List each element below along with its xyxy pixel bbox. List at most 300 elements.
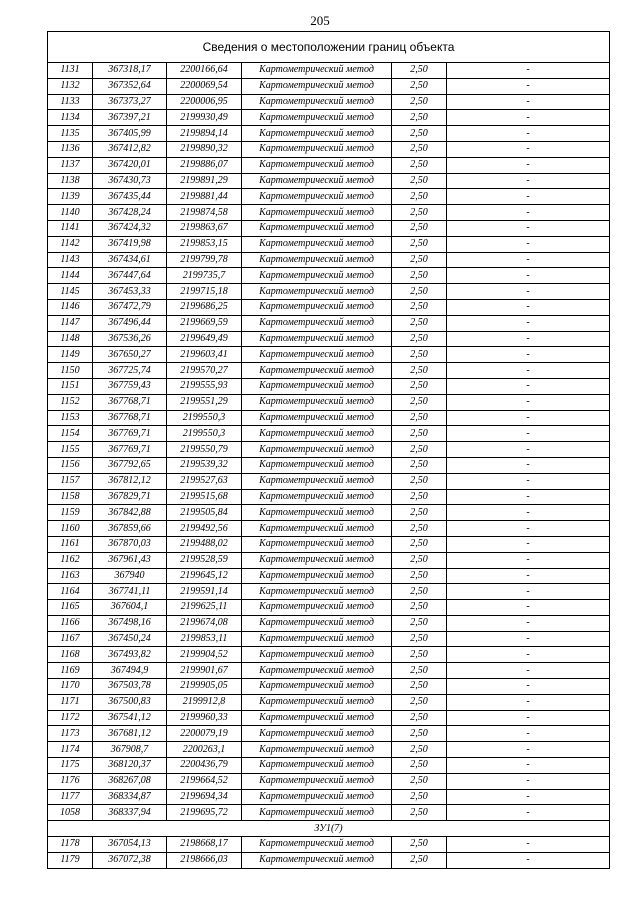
x-coordinate-cell: 367450,24 [93,631,167,647]
x-coordinate-cell: 368267,08 [93,773,167,789]
description-cell: - [447,94,610,110]
table-row [48,126,610,142]
table-row [48,63,610,79]
description-cell: - [447,742,610,758]
method-cell: Картометрический метод [242,505,392,521]
y-coordinate-cell: 2199551,29 [167,394,242,410]
method-cell: Картометрический метод [242,236,392,252]
method-cell: Картометрический метод [242,521,392,537]
table-row [48,394,610,410]
method-cell: Картометрический метод [242,141,392,157]
y-coordinate-cell: 2199550,3 [167,410,242,426]
method-cell: Картометрический метод [242,94,392,110]
x-coordinate-cell: 367434,61 [93,252,167,268]
y-coordinate-cell: 2199625,11 [167,600,242,616]
method-cell: Картометрический метод [242,173,392,189]
point-number-cell: 1138 [48,173,93,189]
accuracy-cell: 2,50 [392,205,447,221]
x-coordinate-cell: 367768,71 [93,410,167,426]
table-row [48,173,610,189]
y-coordinate-cell: 2199664,52 [167,773,242,789]
accuracy-cell: 2,50 [392,584,447,600]
accuracy-cell: 2,50 [392,378,447,394]
y-coordinate-cell: 2199874,58 [167,205,242,221]
description-cell: - [447,236,610,252]
description-cell: - [447,758,610,774]
y-coordinate-cell: 2199550,3 [167,426,242,442]
method-cell: Картометрический метод [242,126,392,142]
point-number-cell: 1157 [48,473,93,489]
description-cell: - [447,205,610,221]
table-row [48,694,610,710]
point-number-cell: 1169 [48,663,93,679]
method-cell: Картометрический метод [242,742,392,758]
point-number-cell: 1167 [48,631,93,647]
point-number-cell: 1168 [48,647,93,663]
x-coordinate-cell: 367792,65 [93,457,167,473]
y-coordinate-cell: 2199881,44 [167,189,242,205]
accuracy-cell: 2,50 [392,442,447,458]
point-number-cell: 1162 [48,552,93,568]
description-cell: - [447,157,610,173]
accuracy-cell: 2,50 [392,331,447,347]
accuracy-cell: 2,50 [392,521,447,537]
description-cell: - [447,284,610,300]
table-row [48,679,610,695]
x-coordinate-cell: 367503,78 [93,679,167,695]
description-cell: - [447,457,610,473]
point-number-cell: 1145 [48,284,93,300]
accuracy-cell: 2,50 [392,505,447,521]
point-number-cell: 1149 [48,347,93,363]
x-coordinate-cell: 367829,71 [93,489,167,505]
point-number-cell: 1135 [48,126,93,142]
method-cell: Картометрический метод [242,679,392,695]
x-coordinate-cell: 367650,27 [93,347,167,363]
y-coordinate-cell: 2199904,52 [167,647,242,663]
accuracy-cell: 2,50 [392,347,447,363]
table-row [48,552,610,568]
method-cell: Картометрический метод [242,852,392,868]
point-number-cell: 1165 [48,600,93,616]
point-number-cell: 1156 [48,457,93,473]
x-coordinate-cell: 367494,9 [93,663,167,679]
y-coordinate-cell: 2199527,63 [167,473,242,489]
method-cell: Картометрический метод [242,426,392,442]
point-number-cell: 1158 [48,489,93,505]
method-cell: Картометрический метод [242,710,392,726]
point-number-cell: 1140 [48,205,93,221]
accuracy-cell: 2,50 [392,252,447,268]
method-cell: Картометрический метод [242,536,392,552]
table-row [48,457,610,473]
table-header-row [48,32,610,63]
point-number-cell: 1166 [48,615,93,631]
y-coordinate-cell: 2199694,34 [167,789,242,805]
description-cell: - [447,789,610,805]
table-row [48,489,610,505]
method-cell: Картометрический метод [242,457,392,473]
y-coordinate-cell: 2199853,11 [167,631,242,647]
table-row [48,505,610,521]
x-coordinate-cell: 367373,27 [93,94,167,110]
y-coordinate-cell: 2199669,59 [167,315,242,331]
point-number-cell: 1137 [48,157,93,173]
accuracy-cell: 2,50 [392,363,447,379]
table-row [48,299,610,315]
point-number-cell: 1178 [48,837,93,853]
accuracy-cell: 2,50 [392,394,447,410]
description-cell: - [447,552,610,568]
method-cell: Картометрический метод [242,552,392,568]
method-cell: Картометрический метод [242,363,392,379]
table-row [48,521,610,537]
method-cell: Картометрический метод [242,568,392,584]
point-number-cell: 1134 [48,110,93,126]
method-cell: Картометрический метод [242,220,392,236]
y-coordinate-cell: 2199901,67 [167,663,242,679]
x-coordinate-cell: 367812,12 [93,473,167,489]
x-coordinate-cell: 367541,12 [93,710,167,726]
description-cell: - [447,363,610,379]
table-row [48,442,610,458]
x-coordinate-cell: 367859,66 [93,521,167,537]
accuracy-cell: 2,50 [392,663,447,679]
table-row [48,631,610,647]
accuracy-cell: 2,50 [392,141,447,157]
method-cell: Картометрический метод [242,837,392,853]
x-coordinate-cell: 367318,17 [93,63,167,79]
x-coordinate-cell: 367940 [93,568,167,584]
table-row [48,600,610,616]
point-number-cell: 1144 [48,268,93,284]
table-row [48,710,610,726]
x-coordinate-cell: 367768,71 [93,394,167,410]
description-cell: - [447,252,610,268]
y-coordinate-cell: 2199912,8 [167,694,242,710]
description-cell: - [447,473,610,489]
y-coordinate-cell: 2199695,72 [167,805,242,821]
table-row [48,189,610,205]
description-cell: - [447,426,610,442]
point-number-cell: 1164 [48,584,93,600]
accuracy-cell: 2,50 [392,552,447,568]
y-coordinate-cell: 2199515,68 [167,489,242,505]
table-row [48,426,610,442]
method-cell: Картометрический метод [242,726,392,742]
method-cell: Картометрический метод [242,805,392,821]
y-coordinate-cell: 2199591,14 [167,584,242,600]
description-cell: - [447,299,610,315]
x-coordinate-cell: 367500,83 [93,694,167,710]
accuracy-cell: 2,50 [392,457,447,473]
accuracy-cell: 2,50 [392,615,447,631]
description-cell: - [447,220,610,236]
description-cell: - [447,141,610,157]
description-cell: - [447,78,610,94]
method-cell: Картометрический метод [242,63,392,79]
method-cell: Картометрический метод [242,78,392,94]
accuracy-cell: 2,50 [392,173,447,189]
description-cell: - [447,710,610,726]
description-cell: - [447,268,610,284]
table-row [48,473,610,489]
accuracy-cell: 2,50 [392,157,447,173]
x-coordinate-cell: 367769,71 [93,442,167,458]
point-number-cell: 1136 [48,141,93,157]
method-cell: Картометрический метод [242,157,392,173]
accuracy-cell: 2,50 [392,126,447,142]
description-cell: - [447,679,610,695]
table-row [48,347,610,363]
method-cell: Картометрический метод [242,584,392,600]
description-cell: - [447,852,610,868]
description-cell: - [447,805,610,821]
y-coordinate-cell: 2199555,93 [167,378,242,394]
accuracy-cell: 2,50 [392,220,447,236]
description-cell: - [447,347,610,363]
x-coordinate-cell: 368334,87 [93,789,167,805]
point-number-cell: 1148 [48,331,93,347]
table-row [48,584,610,600]
accuracy-cell: 2,50 [392,742,447,758]
accuracy-cell: 2,50 [392,600,447,616]
x-coordinate-cell: 367420,01 [93,157,167,173]
method-cell: Картометрический метод [242,110,392,126]
boundary-table [47,31,610,869]
method-cell: Картометрический метод [242,600,392,616]
point-number-cell: 1146 [48,299,93,315]
table-row [48,805,610,821]
description-cell: - [447,600,610,616]
x-coordinate-cell: 367496,44 [93,315,167,331]
x-coordinate-cell: 368337,94 [93,805,167,821]
table-row [48,789,610,805]
accuracy-cell: 2,50 [392,631,447,647]
point-number-cell: 1163 [48,568,93,584]
description-cell: - [447,773,610,789]
y-coordinate-cell: 2199539,32 [167,457,242,473]
y-coordinate-cell: 2199890,32 [167,141,242,157]
point-number-cell: 1141 [48,220,93,236]
description-cell: - [447,63,610,79]
x-coordinate-cell: 367961,43 [93,552,167,568]
y-coordinate-cell: 2199686,25 [167,299,242,315]
boundary-table-body [48,32,610,869]
x-coordinate-cell: 367725,74 [93,363,167,379]
table-row [48,78,610,94]
accuracy-cell: 2,50 [392,726,447,742]
y-coordinate-cell: 2200069,54 [167,78,242,94]
y-coordinate-cell: 2199505,84 [167,505,242,521]
accuracy-cell: 2,50 [392,710,447,726]
table-row [48,568,610,584]
method-cell: Картометрический метод [242,773,392,789]
accuracy-cell: 2,50 [392,315,447,331]
table-row [48,410,610,426]
table-row [48,837,610,853]
table-row [48,110,610,126]
description-cell: - [447,584,610,600]
y-coordinate-cell: 2199894,14 [167,126,242,142]
table-row [48,363,610,379]
accuracy-cell: 2,50 [392,679,447,695]
accuracy-cell: 2,50 [392,426,447,442]
y-coordinate-cell: 2200166,64 [167,63,242,79]
method-cell: Картометрический метод [242,315,392,331]
y-coordinate-cell: 2199645,12 [167,568,242,584]
x-coordinate-cell: 367447,64 [93,268,167,284]
y-coordinate-cell: 2199886,07 [167,157,242,173]
accuracy-cell: 2,50 [392,568,447,584]
y-coordinate-cell: 2200006,95 [167,94,242,110]
table-row [48,647,610,663]
y-coordinate-cell: 2198668,17 [167,837,242,853]
accuracy-cell: 2,50 [392,284,447,300]
method-cell: Картометрический метод [242,205,392,221]
y-coordinate-cell: 2199905,05 [167,679,242,695]
x-coordinate-cell: 367428,24 [93,205,167,221]
accuracy-cell: 2,50 [392,299,447,315]
y-coordinate-cell: 2199488,02 [167,536,242,552]
point-number-cell: 1151 [48,378,93,394]
y-coordinate-cell: 2199492,56 [167,521,242,537]
description-cell: - [447,615,610,631]
y-coordinate-cell: 2199930,49 [167,110,242,126]
method-cell: Картометрический метод [242,647,392,663]
table-row [48,220,610,236]
method-cell: Картометрический метод [242,378,392,394]
description-cell: - [447,378,610,394]
x-coordinate-cell: 367759,43 [93,378,167,394]
y-coordinate-cell: 2200079,19 [167,726,242,742]
y-coordinate-cell: 2199570,27 [167,363,242,379]
point-number-cell: 1172 [48,710,93,726]
accuracy-cell: 2,50 [392,78,447,94]
accuracy-cell: 2,50 [392,236,447,252]
method-cell: Картометрический метод [242,347,392,363]
y-coordinate-cell: 2199603,41 [167,347,242,363]
table-title: Сведения о местоположении границ объекта [48,32,610,63]
description-cell: - [447,568,610,584]
x-coordinate-cell: 367435,44 [93,189,167,205]
x-coordinate-cell: 367604,1 [93,600,167,616]
point-number-cell: 1160 [48,521,93,537]
description-cell: - [447,521,610,537]
x-coordinate-cell: 367908,7 [93,742,167,758]
point-number-cell: 1173 [48,726,93,742]
y-coordinate-cell: 2199528,59 [167,552,242,568]
accuracy-cell: 2,50 [392,789,447,805]
method-cell: Картометрический метод [242,473,392,489]
point-number-cell: 1161 [48,536,93,552]
y-coordinate-cell: 2199863,67 [167,220,242,236]
accuracy-cell: 2,50 [392,63,447,79]
description-cell: - [447,663,610,679]
method-cell: Картометрический метод [242,268,392,284]
method-cell: Картометрический метод [242,615,392,631]
table-row [48,331,610,347]
method-cell: Картометрический метод [242,489,392,505]
y-coordinate-cell: 2199550,79 [167,442,242,458]
x-coordinate-cell: 367681,12 [93,726,167,742]
point-number-cell: 1175 [48,758,93,774]
x-coordinate-cell: 368120,37 [93,758,167,774]
point-number-cell: 1131 [48,63,93,79]
y-coordinate-cell: 2199960,33 [167,710,242,726]
method-cell: Картометрический метод [242,252,392,268]
point-number-cell: 1153 [48,410,93,426]
method-cell: Картометрический метод [242,631,392,647]
method-cell: Картометрический метод [242,694,392,710]
method-cell: Картометрический метод [242,442,392,458]
x-coordinate-cell: 367453,33 [93,284,167,300]
y-coordinate-cell: 2200263,1 [167,742,242,758]
table-row [48,205,610,221]
accuracy-cell: 2,50 [392,189,447,205]
accuracy-cell: 2,50 [392,837,447,853]
point-number-cell: 1179 [48,852,93,868]
y-coordinate-cell: 2200436,79 [167,758,242,774]
x-coordinate-cell: 367842,88 [93,505,167,521]
x-coordinate-cell: 367472,79 [93,299,167,315]
x-coordinate-cell: 367498,16 [93,615,167,631]
description-cell: - [447,173,610,189]
description-cell: - [447,694,610,710]
x-coordinate-cell: 367741,11 [93,584,167,600]
point-number-cell: 1133 [48,94,93,110]
point-number-cell: 1152 [48,394,93,410]
table-row [48,236,610,252]
table-row [48,742,610,758]
point-number-cell: 1132 [48,78,93,94]
point-number-cell: 1154 [48,426,93,442]
point-number-cell: 1147 [48,315,93,331]
accuracy-cell: 2,50 [392,536,447,552]
description-cell: - [447,189,610,205]
method-cell: Картометрический метод [242,331,392,347]
method-cell: Картометрический метод [242,394,392,410]
table-row [48,284,610,300]
point-number-cell: 1142 [48,236,93,252]
point-number-cell: 1177 [48,789,93,805]
accuracy-cell: 2,50 [392,94,447,110]
accuracy-cell: 2,50 [392,773,447,789]
point-number-cell: 1155 [48,442,93,458]
accuracy-cell: 2,50 [392,110,447,126]
y-coordinate-cell: 2198666,03 [167,852,242,868]
description-cell: - [447,410,610,426]
description-cell: - [447,536,610,552]
accuracy-cell: 2,50 [392,805,447,821]
table-row [48,773,610,789]
method-cell: Картометрический метод [242,663,392,679]
x-coordinate-cell: 367430,73 [93,173,167,189]
y-coordinate-cell: 2199799,78 [167,252,242,268]
method-cell: Картометрический метод [242,758,392,774]
description-cell: - [447,647,610,663]
description-cell: - [447,505,610,521]
point-number-cell: 1174 [48,742,93,758]
x-coordinate-cell: 367352,64 [93,78,167,94]
y-coordinate-cell: 2199715,18 [167,284,242,300]
y-coordinate-cell: 2199649,49 [167,331,242,347]
point-number-cell: 1176 [48,773,93,789]
method-cell: Картометрический метод [242,789,392,805]
accuracy-cell: 2,50 [392,852,447,868]
accuracy-cell: 2,50 [392,758,447,774]
point-number-cell: 1159 [48,505,93,521]
